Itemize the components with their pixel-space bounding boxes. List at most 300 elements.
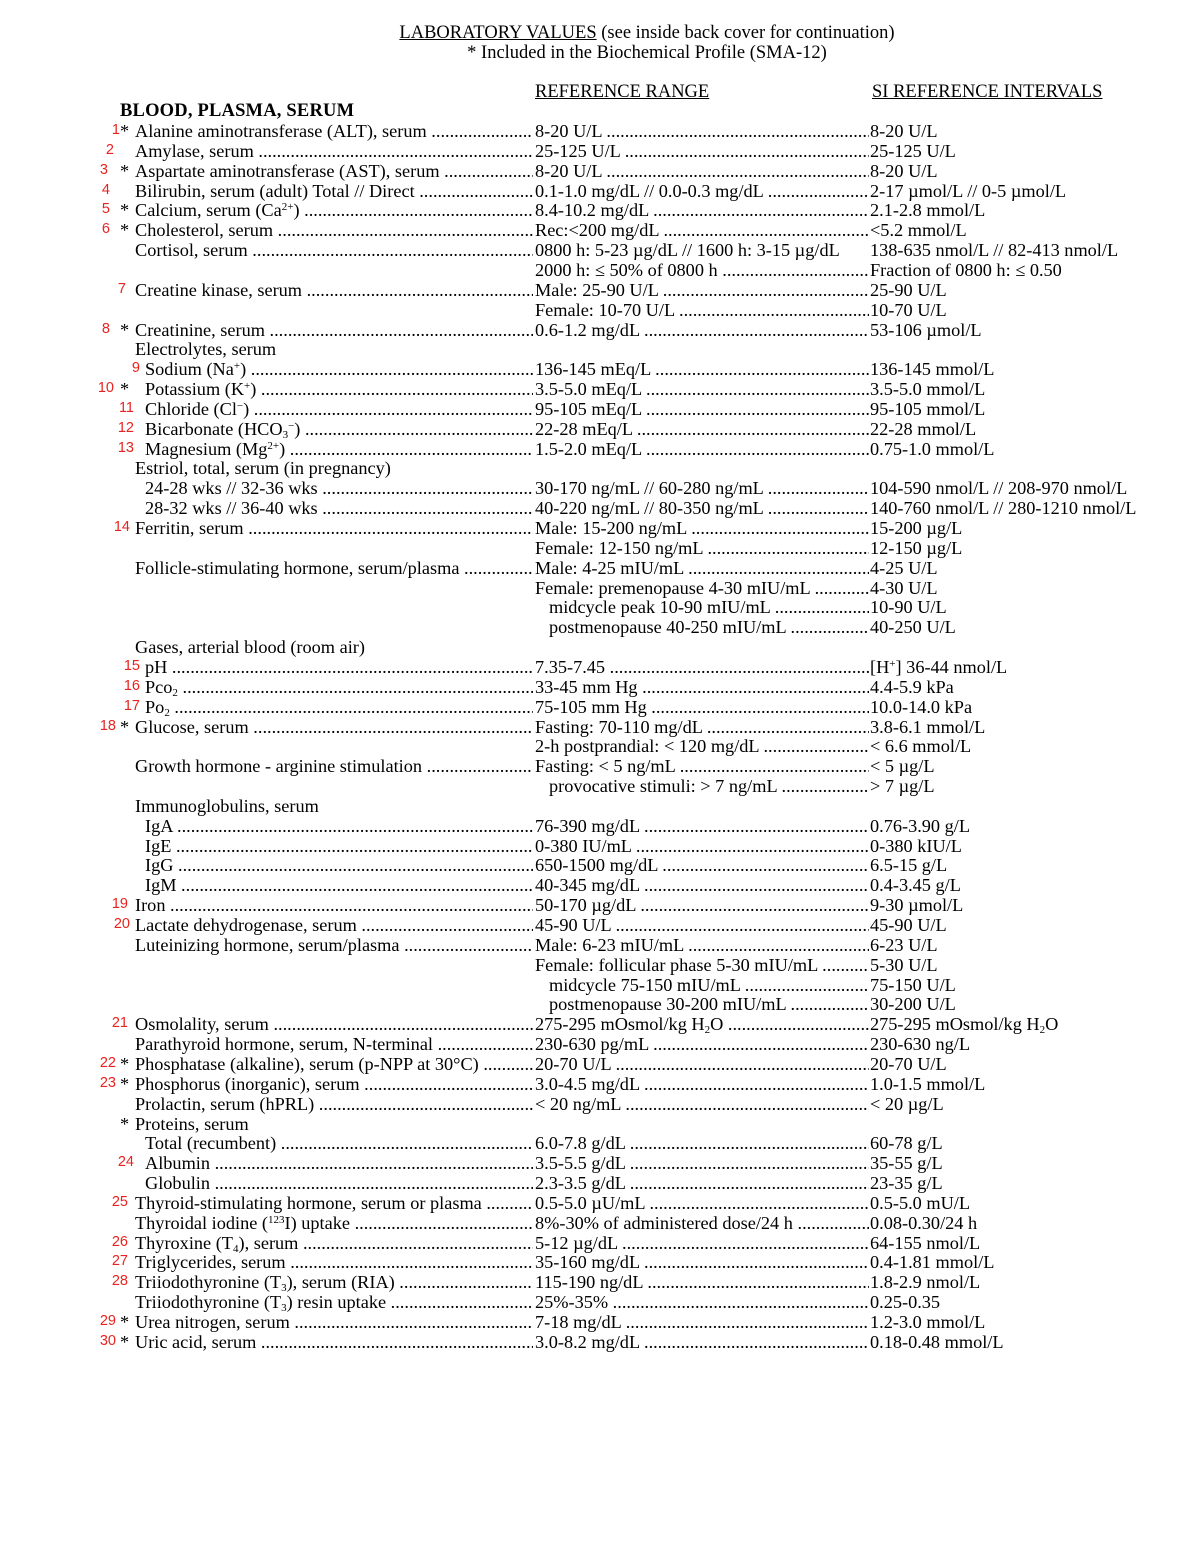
table-row bbox=[0, 836, 1200, 856]
row-number-text: 23 bbox=[99, 1074, 116, 1091]
reference-range bbox=[535, 498, 869, 518]
subscript: 3 bbox=[281, 1282, 287, 1293]
text-after: O bbox=[710, 1014, 724, 1035]
text: 28-32 wks // 36-40 wks bbox=[145, 498, 318, 519]
text: Thyroxine (T bbox=[135, 1232, 233, 1253]
table-row bbox=[0, 1094, 1200, 1114]
text-after: ), serum (RIA) bbox=[286, 1272, 395, 1293]
table-row bbox=[0, 121, 1200, 141]
test-name bbox=[135, 1272, 533, 1292]
text: pH bbox=[145, 656, 168, 677]
text: Rec:<200 mg/dL bbox=[535, 220, 659, 241]
test-name bbox=[145, 419, 533, 439]
text: 0.5-5.0 µU/mL bbox=[535, 1192, 645, 1213]
reference-range bbox=[535, 200, 869, 220]
text: Po bbox=[145, 696, 165, 717]
text: provocative stimuli: > 7 ng/mL bbox=[549, 776, 777, 797]
text: Iron bbox=[135, 895, 166, 916]
test-name bbox=[135, 1094, 533, 1114]
text: 20-70 U/L bbox=[535, 1053, 611, 1074]
test-name bbox=[145, 677, 533, 697]
sma12-marker: * bbox=[120, 1331, 130, 1352]
text: IgM bbox=[145, 875, 177, 896]
row-number-text: 1 bbox=[111, 122, 120, 138]
text: 230-630 pg/mL bbox=[535, 1034, 649, 1055]
reference-range bbox=[535, 220, 869, 240]
si-reference-interval bbox=[870, 320, 982, 340]
table-row bbox=[0, 538, 1200, 558]
reference-range bbox=[535, 816, 869, 836]
reference-range bbox=[535, 379, 869, 399]
text: Prolactin, serum (hPRL) bbox=[135, 1093, 315, 1114]
table-row bbox=[0, 300, 1200, 320]
test-name bbox=[135, 895, 533, 915]
text: 2000 h: ≤ 50% of 0800 h bbox=[535, 259, 718, 280]
text: 25%-35% bbox=[535, 1292, 609, 1313]
table-row bbox=[0, 895, 1200, 915]
text: 4-25 U/L bbox=[870, 557, 938, 578]
reference-range bbox=[535, 260, 869, 280]
table-row bbox=[0, 498, 1200, 518]
row-number-text: 8 bbox=[101, 320, 110, 337]
text: 6-23 U/L bbox=[870, 934, 938, 955]
test-name bbox=[135, 1193, 533, 1213]
text: 4.4-5.9 kPa bbox=[870, 676, 954, 697]
table-row bbox=[0, 280, 1200, 300]
table-row bbox=[0, 597, 1200, 617]
text: 1.0-1.5 mmol/L bbox=[870, 1073, 986, 1094]
table-row bbox=[0, 1114, 1200, 1134]
table-row bbox=[0, 220, 1200, 240]
sma12-marker: * bbox=[120, 160, 130, 181]
text: Immunoglobulins, serum bbox=[135, 795, 319, 816]
table-row bbox=[0, 518, 1200, 538]
reference-range bbox=[535, 419, 869, 439]
text: 95-105 mEq/L bbox=[535, 398, 642, 419]
text: 22-28 mEq/L bbox=[535, 418, 633, 439]
text: 0-380 kIU/L bbox=[870, 835, 962, 856]
reference-range bbox=[549, 617, 869, 637]
subscript: 2 bbox=[164, 706, 170, 717]
text: 1.2-3.0 mmol/L bbox=[870, 1312, 986, 1332]
reference-range bbox=[535, 280, 869, 300]
si-reference-interval bbox=[870, 955, 938, 975]
si-reference-interval bbox=[870, 439, 994, 459]
text: 50-170 µg/dL bbox=[535, 895, 636, 916]
test-name bbox=[135, 1054, 533, 1074]
text: 7-18 mg/dL bbox=[535, 1312, 622, 1332]
text: Urea nitrogen, serum bbox=[135, 1312, 290, 1332]
text: postmenopause 40-250 mIU/mL bbox=[549, 617, 786, 638]
text: Cholesterol, serum bbox=[135, 220, 274, 241]
text: 0.75-1.0 mmol/L bbox=[870, 438, 995, 459]
table-row bbox=[0, 419, 1200, 439]
table-row bbox=[0, 439, 1200, 459]
text: 140-760 nmol/L // 280-1210 nmol/L bbox=[870, 498, 1137, 519]
si-reference-interval bbox=[870, 657, 1007, 677]
test-name bbox=[135, 121, 533, 141]
reference-range bbox=[535, 915, 869, 935]
text-after: ) bbox=[293, 200, 300, 221]
reference-range bbox=[535, 1054, 869, 1074]
title-main: LABORATORY VALUES bbox=[399, 23, 597, 43]
si-reference-interval bbox=[870, 1332, 1004, 1352]
si-reference-interval bbox=[870, 697, 972, 717]
text-after: ) bbox=[294, 418, 301, 439]
si-reference-interval bbox=[870, 677, 954, 697]
row-number-text: 10 bbox=[97, 380, 114, 397]
si-reference-interval bbox=[870, 736, 971, 756]
si-reference-interval bbox=[870, 518, 962, 538]
test-name bbox=[135, 161, 533, 181]
text: 5-30 U/L bbox=[870, 954, 938, 975]
text: Glucose, serum bbox=[135, 716, 249, 737]
reference-range bbox=[535, 1272, 869, 1292]
row-number-text: 11 bbox=[118, 399, 134, 416]
table-row bbox=[0, 260, 1200, 280]
text: Female: follicular phase 5-30 mIU/mL bbox=[535, 954, 818, 975]
si-reference-interval bbox=[870, 161, 938, 181]
text: 650-1500 mg/dL bbox=[535, 855, 658, 876]
text: 20-70 U/L bbox=[870, 1053, 947, 1074]
row-number-text: 28 bbox=[111, 1273, 128, 1290]
text: Male: 6-23 mIU/mL bbox=[535, 934, 684, 955]
table-row bbox=[0, 240, 1200, 260]
text: 64-155 nmol/L bbox=[870, 1232, 981, 1253]
text: 35-160 mg/dL bbox=[535, 1252, 640, 1273]
test-name bbox=[135, 1252, 533, 1272]
text: 40-220 ng/mL // 80-350 ng/mL bbox=[535, 498, 764, 519]
text: 25-125 U/L bbox=[870, 140, 956, 161]
text: 2-17 µmol/L // 0-5 µmol/L bbox=[870, 180, 1067, 201]
text: 275-295 mOsmol/kg H bbox=[870, 1014, 1040, 1035]
sma12-marker: * bbox=[120, 379, 130, 400]
row-number-text: 18 bbox=[99, 717, 116, 734]
table-row bbox=[0, 1213, 1200, 1233]
si-reference-interval bbox=[870, 1173, 943, 1193]
reference-range bbox=[535, 141, 869, 161]
sma12-marker: * bbox=[120, 220, 130, 241]
reference-range bbox=[535, 538, 869, 558]
table-row bbox=[0, 975, 1200, 995]
si-reference-interval bbox=[870, 1292, 940, 1312]
text: 75-150 U/L bbox=[870, 974, 956, 995]
reference-range bbox=[535, 1193, 869, 1213]
row-number-text: 22 bbox=[99, 1054, 116, 1071]
text: Creatinine, serum bbox=[135, 319, 265, 340]
text-after: ) bbox=[243, 398, 250, 419]
row-number-text: 6 bbox=[101, 221, 110, 238]
page-subtitle: * Included in the Biochemical Profile (SMA-12) bbox=[467, 43, 827, 63]
text: Estriol, total, serum (in pregnancy) bbox=[135, 458, 391, 479]
table-row bbox=[0, 736, 1200, 756]
test-name bbox=[145, 657, 533, 677]
table-row bbox=[0, 994, 1200, 1014]
text: [H bbox=[870, 656, 890, 677]
row-number-text: 24 bbox=[117, 1154, 134, 1171]
text: Follicle-stimulating hormone, serum/plasma bbox=[135, 557, 460, 578]
text: Phosphatase (alkaline), serum (p-NPP at 30°C) bbox=[135, 1053, 479, 1074]
text: 2.1-2.8 mmol/L bbox=[870, 200, 986, 221]
superscript: + bbox=[244, 380, 251, 393]
table-row bbox=[0, 379, 1200, 399]
si-reference-header: SI REFERENCE INTERVALS bbox=[872, 82, 1103, 102]
text: 8.4-10.2 mg/dL bbox=[535, 200, 649, 221]
row-number-text: 27 bbox=[111, 1253, 128, 1270]
si-reference-interval bbox=[870, 875, 961, 895]
text: 25-90 U/L bbox=[870, 279, 947, 300]
text: < 20 µg/L bbox=[870, 1093, 944, 1114]
si-reference-interval bbox=[870, 1133, 943, 1153]
text: Male: 4-25 mIU/mL bbox=[535, 557, 684, 578]
text: <5.2 mmol/L bbox=[870, 220, 967, 241]
test-name bbox=[135, 637, 533, 657]
row-number-text: 5 bbox=[101, 201, 110, 218]
reference-range bbox=[535, 895, 869, 915]
si-reference-interval bbox=[870, 756, 935, 776]
table-row bbox=[0, 1252, 1200, 1272]
reference-range bbox=[549, 776, 869, 796]
text: Triiodothyronine (T bbox=[135, 1292, 282, 1313]
text: 3.5-5.0 mEq/L bbox=[535, 379, 642, 400]
test-name bbox=[145, 1153, 533, 1173]
si-reference-interval bbox=[870, 300, 947, 320]
reference-range bbox=[535, 1213, 869, 1233]
sma12-marker: * bbox=[120, 200, 130, 221]
text: 30-200 U/L bbox=[870, 994, 956, 1015]
text: 1.5-2.0 mEq/L bbox=[535, 438, 642, 459]
superscript: 2+ bbox=[267, 439, 280, 452]
sma12-marker: * bbox=[120, 716, 130, 737]
test-name bbox=[135, 1332, 533, 1352]
reference-range bbox=[535, 578, 869, 598]
text: Thyroidal iodine ( bbox=[135, 1212, 269, 1233]
row-number-text: 15 bbox=[123, 657, 140, 674]
text: 95-105 mmol/L bbox=[870, 398, 986, 419]
si-reference-interval bbox=[870, 419, 976, 439]
test-name bbox=[135, 796, 533, 816]
test-name bbox=[145, 875, 533, 895]
text-after: ) resin uptake bbox=[286, 1292, 387, 1313]
table-row bbox=[0, 578, 1200, 598]
text: Albumin bbox=[145, 1153, 211, 1174]
text: Phosphorus (inorganic), serum bbox=[135, 1073, 360, 1094]
table-row bbox=[0, 875, 1200, 895]
text: 3.0-8.2 mg/dL bbox=[535, 1331, 640, 1352]
text: Male: 25-90 U/L bbox=[535, 279, 659, 300]
text: IgG bbox=[145, 855, 174, 876]
si-reference-interval bbox=[870, 895, 963, 915]
test-name bbox=[135, 141, 533, 161]
text: 0.76-3.90 g/L bbox=[870, 815, 971, 836]
reference-range bbox=[535, 1133, 869, 1153]
text: 24-28 wks // 32-36 wks bbox=[145, 478, 318, 499]
table-row bbox=[0, 359, 1200, 379]
text: 138-635 nmol/L // 82-413 nmol/L bbox=[870, 240, 1119, 261]
text: 53-106 µmol/L bbox=[870, 319, 982, 340]
text: > 7 µg/L bbox=[870, 776, 935, 797]
table-row bbox=[0, 637, 1200, 657]
text: < 5 µg/L bbox=[870, 756, 935, 777]
table-row bbox=[0, 677, 1200, 697]
table-row bbox=[0, 1153, 1200, 1173]
text: 275-295 mOsmol/kg H bbox=[535, 1014, 705, 1035]
text: 0.4-3.45 g/L bbox=[870, 875, 961, 896]
table-row bbox=[0, 855, 1200, 875]
table-row bbox=[0, 1054, 1200, 1074]
text: IgA bbox=[145, 815, 173, 836]
reference-range bbox=[535, 657, 869, 677]
text: 9-30 µmol/L bbox=[870, 895, 964, 916]
reference-range bbox=[535, 1173, 869, 1193]
test-name bbox=[145, 855, 533, 875]
text: 2-h postprandial: < 120 mg/dL bbox=[535, 736, 759, 757]
si-reference-interval bbox=[870, 617, 956, 637]
text: 2.3-3.5 g/dL bbox=[535, 1173, 626, 1194]
reference-range bbox=[535, 478, 869, 498]
si-reference-interval bbox=[870, 260, 1062, 280]
table-row bbox=[0, 558, 1200, 578]
superscript: + bbox=[233, 360, 241, 373]
text: 3.8-6.1 mmol/L bbox=[870, 716, 986, 737]
row-number-text: 13 bbox=[117, 439, 134, 456]
reference-range bbox=[535, 320, 869, 340]
reference-range bbox=[549, 597, 869, 617]
text: 23-35 g/L bbox=[870, 1173, 943, 1194]
reference-range bbox=[535, 1034, 869, 1054]
text: 8-20 U/L bbox=[870, 121, 938, 141]
text: Bicarbonate (HCO bbox=[145, 418, 283, 439]
table-row bbox=[0, 1034, 1200, 1054]
sma12-marker: * bbox=[120, 1113, 130, 1134]
row-number-text: 21 bbox=[111, 1015, 128, 1032]
text: Uric acid, serum bbox=[135, 1331, 257, 1352]
text: 76-390 mg/dL bbox=[535, 815, 640, 836]
table-row bbox=[0, 717, 1200, 737]
table-row bbox=[0, 339, 1200, 359]
row-number-text: 30 bbox=[99, 1332, 116, 1349]
test-name bbox=[135, 320, 533, 340]
reference-range bbox=[535, 359, 869, 379]
text: Potassium (K bbox=[145, 379, 245, 400]
text: 0.6-1.2 mg/dL bbox=[535, 319, 640, 340]
text: 136-145 mmol/L bbox=[870, 359, 995, 380]
text: 25-125 U/L bbox=[535, 140, 621, 161]
text: 10-70 U/L bbox=[870, 299, 947, 320]
text: 4-30 U/L bbox=[870, 577, 938, 598]
table-row bbox=[0, 756, 1200, 776]
row-number-text: 14 bbox=[113, 519, 130, 535]
text: 104-590 nmol/L // 208-970 nmol/L bbox=[870, 478, 1128, 499]
text: 1.8-2.9 nmol/L bbox=[870, 1272, 981, 1293]
text: 0.4-1.81 mmol/L bbox=[870, 1252, 995, 1273]
row-number-text: 19 bbox=[111, 896, 128, 913]
test-name bbox=[135, 756, 533, 776]
text: Ferritin, serum bbox=[135, 518, 244, 538]
test-name bbox=[135, 240, 533, 260]
reference-range bbox=[535, 756, 869, 776]
text: Proteins, serum bbox=[135, 1113, 249, 1134]
table-row bbox=[0, 1233, 1200, 1253]
text: 8-20 U/L bbox=[535, 160, 602, 181]
si-reference-interval bbox=[870, 498, 1136, 518]
subscript: 4 bbox=[232, 1242, 239, 1253]
table-row bbox=[0, 1074, 1200, 1094]
reference-range bbox=[535, 558, 869, 578]
test-name bbox=[135, 1292, 533, 1312]
text: Fraction of 0800 h: ≤ 0.50 bbox=[870, 259, 1062, 280]
reference-range bbox=[535, 1074, 869, 1094]
text: Pco bbox=[145, 676, 173, 697]
test-name bbox=[145, 1173, 533, 1193]
row-number-text: 29 bbox=[99, 1313, 116, 1329]
subscript: 3 bbox=[282, 428, 289, 439]
si-reference-interval bbox=[870, 538, 962, 558]
si-reference-interval bbox=[870, 1233, 980, 1253]
text: 15-200 µg/L bbox=[870, 518, 963, 538]
si-reference-interval bbox=[870, 141, 956, 161]
text: 3.0-4.5 mg/dL bbox=[535, 1073, 640, 1094]
table-row bbox=[0, 478, 1200, 498]
test-name bbox=[145, 439, 533, 459]
row-number-text: 4 bbox=[101, 181, 110, 198]
reference-range-header: REFERENCE RANGE bbox=[535, 82, 710, 102]
text: Alanine aminotransferase (ALT), serum bbox=[135, 121, 427, 141]
table-row bbox=[0, 1312, 1200, 1332]
si-reference-interval bbox=[870, 1014, 1059, 1037]
reference-range bbox=[535, 1094, 869, 1114]
text: Cortisol, serum bbox=[135, 240, 248, 261]
text: Bilirubin, serum (adult) Total // Direct bbox=[135, 180, 415, 201]
reference-range bbox=[535, 1014, 869, 1034]
reference-range bbox=[535, 1252, 869, 1272]
page-title bbox=[0, 23, 1200, 43]
table-row bbox=[0, 1332, 1200, 1352]
text: 0.1-1.0 mg/dL // 0.0-0.3 mg/dL bbox=[535, 180, 764, 201]
text: 136-145 mEq/L bbox=[535, 359, 651, 380]
si-reference-interval bbox=[870, 1252, 994, 1272]
reference-range bbox=[535, 875, 869, 895]
table-row bbox=[0, 796, 1200, 816]
row-number-text: 25 bbox=[111, 1193, 128, 1210]
row-number-text: 3 bbox=[99, 161, 108, 178]
text: Triglycerides, serum bbox=[135, 1252, 286, 1273]
test-name bbox=[135, 200, 533, 220]
text: 230-630 ng/L bbox=[870, 1034, 971, 1055]
test-name bbox=[135, 717, 533, 737]
test-name bbox=[135, 458, 533, 478]
text: 3.5-5.5 g/dL bbox=[535, 1153, 626, 1174]
test-name bbox=[135, 1312, 533, 1332]
text: 40-250 U/L bbox=[870, 617, 956, 638]
test-name bbox=[145, 1133, 533, 1153]
text: 0.5-5.0 mU/L bbox=[870, 1192, 971, 1213]
si-reference-interval bbox=[870, 1272, 980, 1292]
text: Gases, arterial blood (room air) bbox=[135, 637, 365, 658]
text: Electrolytes, serum bbox=[135, 339, 277, 360]
reference-range bbox=[535, 181, 869, 201]
text: midcycle 75-150 mIU/mL bbox=[549, 974, 741, 995]
row-number-text: 12 bbox=[117, 419, 134, 436]
si-reference-interval bbox=[870, 915, 947, 935]
test-name bbox=[135, 181, 533, 201]
si-reference-interval bbox=[870, 220, 967, 240]
table-row bbox=[0, 399, 1200, 419]
title-note: (see inside back cover for continuation) bbox=[596, 23, 895, 43]
text: 10.0-14.0 kPa bbox=[870, 696, 973, 717]
text: Aspartate aminotransferase (AST), serum bbox=[135, 160, 440, 181]
si-reference-interval bbox=[870, 1312, 985, 1332]
